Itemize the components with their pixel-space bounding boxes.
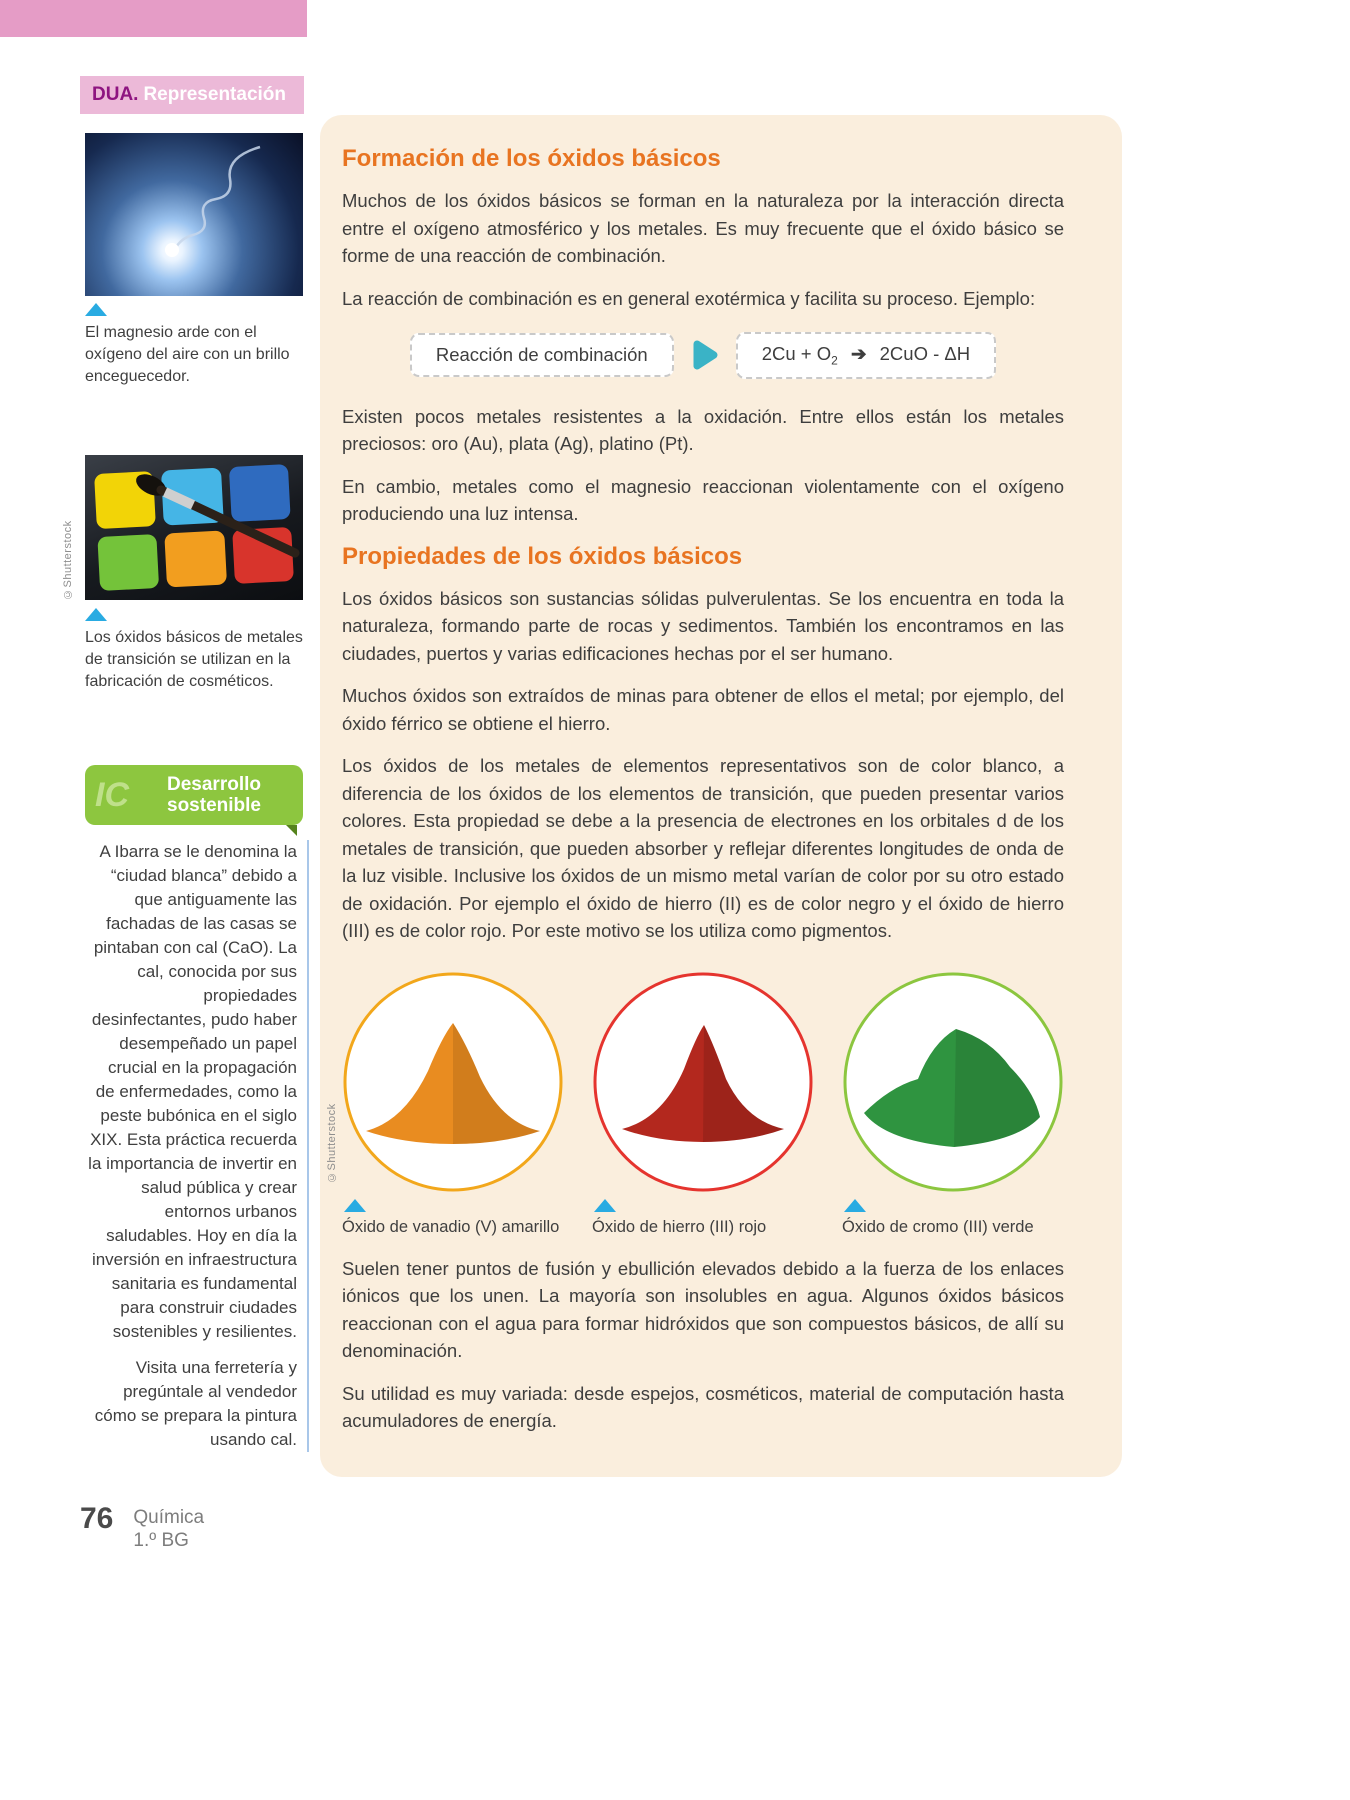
- paragraph: Existen pocos metales resistentes a la oxidación. Entre ellos están los metales preciosos: oro (Au), plata (Ag), platino (Pt).: [342, 405, 1064, 455]
- play-arrow-icon: [690, 338, 720, 372]
- paragraph: La reacción de combinación es en general exotérmica y facilita su proceso. Ejemplo:: [342, 287, 1036, 309]
- formula-products: 2CuO - ΔH: [879, 343, 971, 364]
- footer-subject-block: [133, 1502, 204, 1552]
- equation-label-box: Reacción de combinación: [410, 333, 674, 377]
- paragraph: Los óxidos de los metales de elementos representativos son de color blanco, a diferencia de los óxidos de los elementos de transición, que pueden presentar varios colores. Esta propiedad se debe a la presencia de electrones en los orbitales d de los metales de transición, que pueden absorber y reflejar diferentes longitudes de onda de la luz visible. Inclusive los óxidos de un mismo metal varían de color por su otro estado de oxidación. Por ejemplo el óxido de hierro (II) es de color negro y el óxido de hierro (III) es de color rojo. Por este motivo se los utiliza como pigmentos.: [342, 755, 1064, 942]
- powder-figure-vanadium: [342, 971, 564, 1193]
- shutterstock-credit: ©Shutterstock: [326, 1103, 338, 1183]
- ribbon-fold-icon: [286, 825, 297, 836]
- figure-marker-triangle: [85, 608, 107, 621]
- sustainability-body: A Ibarra se le denomina la “ciudad blanca” debido a que antiguamente las fachadas de las casas se pintaban con cal (CaO). La cal, conocida por sus propiedades desinfectantes, pudo haber desempeñado un papel crucial en la propagación de enfermedades, como la peste bubónica en el siglo XIX. Esta práctica recuerda la importancia de invertir en salud pública y crear entornos urbanos saludables. Hoy en día la inversión en infraestructura sanitaria es fundamental para construir ciudades sostenibles y resilientes.: [88, 842, 297, 1341]
- paragraph: Muchos óxidos son extraídos de minas para obtener de ellos el metal; por ejemplo, del óxido férrico se obtiene el hierro.: [342, 685, 1064, 734]
- makeup-brush-icon: [85, 455, 303, 600]
- sustainability-box: [85, 765, 303, 825]
- reaction-arrow-icon: ➔: [850, 343, 867, 364]
- figure-caption-vanadium: Óxido de vanadio (V) amarillo: [342, 1217, 560, 1236]
- top-accent-bar: [0, 0, 307, 37]
- page-footer: [80, 1502, 204, 1552]
- paragraph: En cambio, metales como el magnesio reaccionan violentamente con el oxígeno produciendo una luz intensa.: [342, 475, 1064, 525]
- figure-marker-triangle: [85, 303, 107, 316]
- figure-caption-chromium: Óxido de cromo (III) verde: [842, 1217, 1034, 1236]
- shutterstock-credit: ©Shutterstock: [62, 520, 74, 600]
- dua-representation-tag: [80, 76, 304, 114]
- paragraph: Su utilidad es muy variada: desde espejos, cosméticos, material de computación hasta acumuladores de energía.: [342, 1382, 1064, 1432]
- sustainability-body2: Visita una ferretería y pregúntale al vendedor cómo se prepara la pintura usando cal.: [94, 1358, 297, 1449]
- figure1-caption: El magnesio arde con el oxígeno del aire con un brillo enceguecedor.: [85, 324, 290, 385]
- sustainability-text-block: [85, 840, 309, 1452]
- dua-tag-bold: DUA.: [92, 84, 139, 105]
- magnesium-wire-graphic: [85, 133, 303, 296]
- equation-formula-box: [736, 332, 996, 379]
- sustainability-title: Desarrollo sostenible: [167, 774, 261, 816]
- ic-logo: IC: [95, 775, 129, 814]
- figure-marker-triangle: [344, 1199, 366, 1212]
- magnesium-burning-image: [85, 133, 303, 296]
- dua-tag-text: Representación: [143, 84, 286, 105]
- figure-marker-triangle: [594, 1199, 616, 1212]
- paragraph: Suelen tener puntos de fusión y ebullición elevados debido a la fuerza de los enlaces iónicos que los unen. La mayoría son insolubles en agua. Algunos óxidos básicos reaccionan con el agua para formar hidróxidos que son compuestos básicos, de allí su denominación.: [342, 1257, 1064, 1362]
- oxide-figure-captions: [342, 1199, 1064, 1237]
- main-content-panel: [320, 115, 1122, 1477]
- powder-figure-chromium: [842, 971, 1064, 1193]
- formula-subscript: 2: [831, 353, 838, 368]
- grade-label: 1.º BG: [133, 1530, 189, 1551]
- figure-marker-triangle: [844, 1199, 866, 1212]
- figure-caption-iron: Óxido de hierro (III) rojo: [592, 1217, 767, 1236]
- heading-propiedades: Propiedades de los óxidos básicos: [342, 542, 743, 570]
- paragraph: Los óxidos básicos son sustancias sólidas pulverulentas. Se los encuentra en toda la naturaleza, formando parte de rocas y sedimentos. También los encontramos en las ciudades, puertos y varias edificaciones hechas por el ser humano.: [342, 587, 1064, 664]
- powder-figure-iron: [592, 971, 814, 1193]
- figure2-caption: Los óxidos básicos de metales de transición se utilizan en la fabricación de cosméticos.: [85, 629, 303, 690]
- reaction-diagram: [342, 332, 1064, 379]
- subject-label: Química: [133, 1507, 205, 1528]
- formula-reactants: 2Cu + O: [761, 343, 832, 364]
- heading-formacion: Formación de los óxidos básicos: [342, 145, 721, 172]
- oxide-powder-figures: [326, 971, 1064, 1193]
- paragraph: Muchos de los óxidos básicos se forman en la naturaleza por la interacción directa entre el oxígeno atmosférico y los metales. Es muy frecuente que el óxido básico se forme de una reacción de combinación.: [342, 190, 1064, 266]
- page-number: 76: [80, 1502, 114, 1535]
- cosmetics-palette-image: [85, 455, 303, 600]
